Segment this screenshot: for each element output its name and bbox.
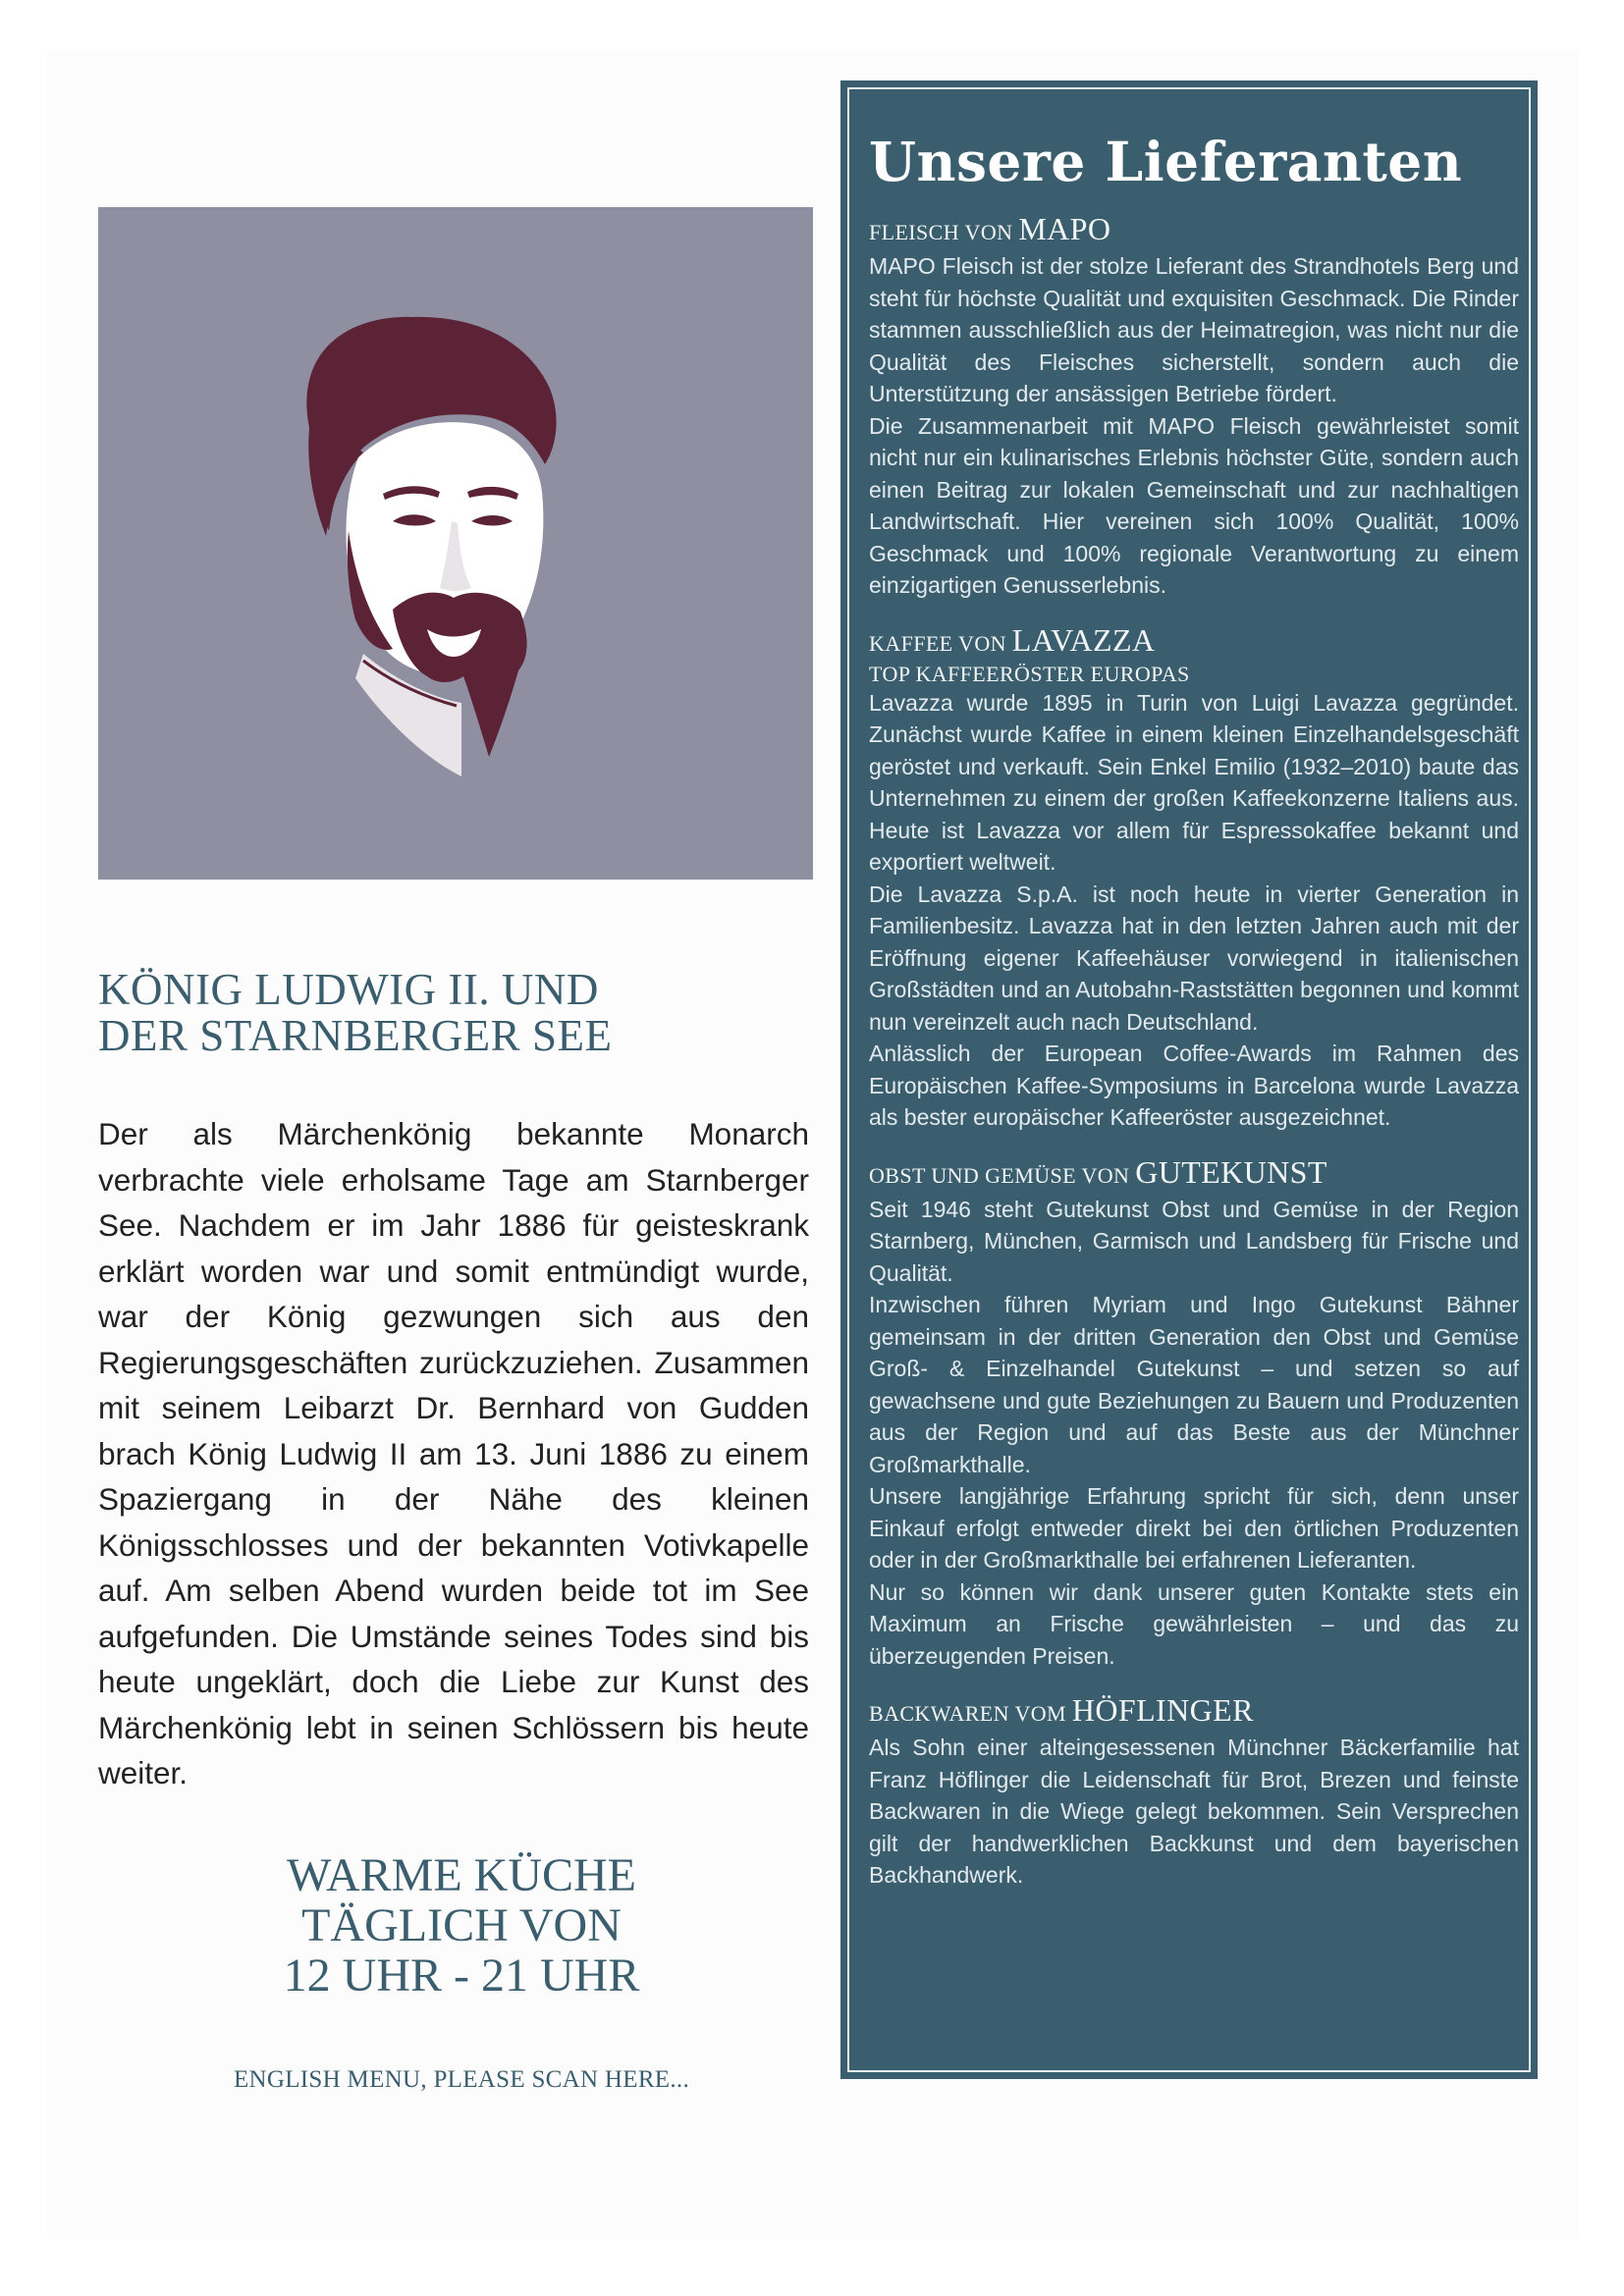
supplier-section-lavazza xyxy=(869,621,1519,1134)
suppliers-title: Unsere Lieferanten xyxy=(869,130,1463,193)
supplier-heading xyxy=(869,211,1519,250)
suppliers-content xyxy=(869,132,1519,1915)
supplier-heading xyxy=(869,621,1519,662)
hours-line: TÄGLICH VON xyxy=(301,1899,622,1951)
supplier-paragraph: Als Sohn einer alteingesessenen Münchner Bäckerfamilie hat Franz Höflinger die Leidenschaft für Brot, Brezen und feinste Backwaren in die Wiege gelegt bekommen. Sein Versprechen gilt der handwerklichen Backkunst und dem bayerischen Backhandwerk. xyxy=(869,1735,1519,1888)
supplier-heading xyxy=(869,1153,1519,1194)
supplier-section-hoeflinger xyxy=(869,1692,1519,1892)
supplier-heading-prefix: BACKWAREN VOM xyxy=(869,1701,1072,1726)
supplier-heading-prefix: KAFFEE VON xyxy=(869,630,1012,656)
ludwig-heading-line: DER STARNBERGER SEE xyxy=(98,1011,613,1060)
king-ludwig-portrait-icon xyxy=(98,207,813,880)
suppliers-panel xyxy=(840,80,1538,2079)
king-portrait-image xyxy=(98,207,813,880)
supplier-paragraph: Unsere langjährige Erfahrung spricht für sich, denn unser Einkauf erfolgt entweder direkt bei den örtlichen Produzenten oder in der Großmarkthalle bei erfahrenen Lieferanten. xyxy=(869,1483,1519,1573)
hours-line: 12 UHR - 21 UHR xyxy=(283,1949,640,2002)
supplier-heading-name: LAVAZZA xyxy=(1011,621,1156,658)
supplier-paragraph: Anlässlich der European Coffee-Awards im Rahmen des Europäischen Kaffee-Symposiums in Barcelona wurde Lavazza als bester europäischer Kaffeeröster ausgezeichnet. xyxy=(869,1041,1519,1130)
kitchen-hours xyxy=(196,1850,727,2001)
supplier-paragraph: Die Lavazza S.p.A. ist noch heute in vierter Generation in Familienbesitz. Lavazza hat in den letzten Jahren auch mit der Eröffnung eigener Kaffeehäuser vorwiegend in italienischen Großstädten und an Autobahn-Raststätten begonnen und kommt nun vereinzelt auch nach Deutschland. xyxy=(869,881,1519,1035)
hours-line: WARME KÜCHE xyxy=(287,1849,636,1901)
supplier-heading-prefix: OBST UND GEMÜSE VON xyxy=(869,1162,1136,1188)
ludwig-heading xyxy=(98,967,815,1059)
english-menu-note[interactable]: ENGLISH MENU, PLEASE SCAN HERE... xyxy=(233,2066,690,2093)
supplier-section-gutekunst xyxy=(869,1153,1519,1673)
ludwig-story-text: Der als Märchenkönig bekannte Monarch verbrachte viele erholsame Tage am Starnberger See. Nachdem er im Jahr 1886 für geisteskrank erklärt worden war und somit entmündigt wurde, war der König gezwungen sich aus den Regierungsgeschäften zurückzuziehen. Zusammen mit seinem Leibarzt Dr. Bernhard von Gudden brach König Ludwig II am 13. Juni 1886 zu einem Spaziergang in der Nähe des kleinen Königsschlosses und der bekannten Votivkapelle auf. Am selben Abend wurden beide tot im See aufgefunden. Die Umstände seines Todes sind bis heute ungeklärt, doch die Liebe zur Kunst des Märchenkönig lebt in seinen Schlössern bis heute weiter. xyxy=(98,1116,809,1790)
supplier-heading xyxy=(869,1692,1519,1732)
supplier-paragraph: Inzwischen führen Myriam und Ingo Gutekunst Bähner gemeinsam in der dritten Generation den Obst und Gemüse Groß- & Einzelhandel Gutekunst – und setzen so auf gewachsene und gute Beziehungen zu Bauern und Produzenten aus der Region und auf das Beste aus der Münchner Großmarkthalle. xyxy=(869,1292,1519,1477)
supplier-section-mapo xyxy=(869,211,1519,602)
supplier-paragraph: Nur so können wir dank unserer guten Kontakte stets ein Maximum an Frische gewährleisten – und das zu überzeugenden Preisen. xyxy=(869,1578,1519,1669)
supplier-subheading: TOP KAFFEERÖSTER EUROPAS xyxy=(869,661,1190,686)
supplier-heading-name: MAPO xyxy=(1018,211,1111,246)
ludwig-heading-line: KÖNIG LUDWIG II. UND xyxy=(98,965,599,1014)
supplier-heading-name: HÖFLINGER xyxy=(1071,1692,1254,1728)
supplier-heading-prefix: FLEISCH VON xyxy=(869,220,1019,244)
supplier-paragraph: Die Zusammenarbeit mit MAPO Fleisch gewährleistet somit nicht nur ein kulinarisches Erlebnis höchster Güte, sondern auch einen Beitrag zur lokalen Gemeinschaft und zur nachhaltigen Landwirtschaft. Hier vereinen sich 100% Qualität, 100% Geschmack und 100% regionale Verantwortung zu einem einzigartigen Genusserlebnis. xyxy=(869,412,1519,598)
supplier-paragraph: Lavazza wurde 1895 in Turin von Luigi Lavazza gegründet. Zunächst wurde Kaffee in einem kleinen Einzelhandelsgeschäft geröstet und verkauft. Sein Enkel Emilio (1932–2010) baute das Unternehmen zu einem der großen Kaffeekonzerne Italiens aus. Heute ist Lavazza vor allem für Espressokaffee bekannt und exportiert weltweit. xyxy=(869,689,1519,875)
supplier-heading-name: GUTEKUNST xyxy=(1135,1153,1327,1190)
supplier-paragraph: MAPO Fleisch ist der stolze Lieferant des Strandhotels Berg und steht für höchste Qualität und exquisiten Geschmack. Die Rinder stammen ausschließlich aus der Heimatregion, was nicht nur die Qualität des Fleisches sicherstellt, sondern auch die Unterstützung der ansässigen Betriebe fördert. xyxy=(869,253,1519,406)
supplier-paragraph: Seit 1946 steht Gutekunst Obst und Gemüse in der Region Starnberg, München, Garmisch und Landsberg für Frische und Qualität. xyxy=(869,1196,1519,1286)
